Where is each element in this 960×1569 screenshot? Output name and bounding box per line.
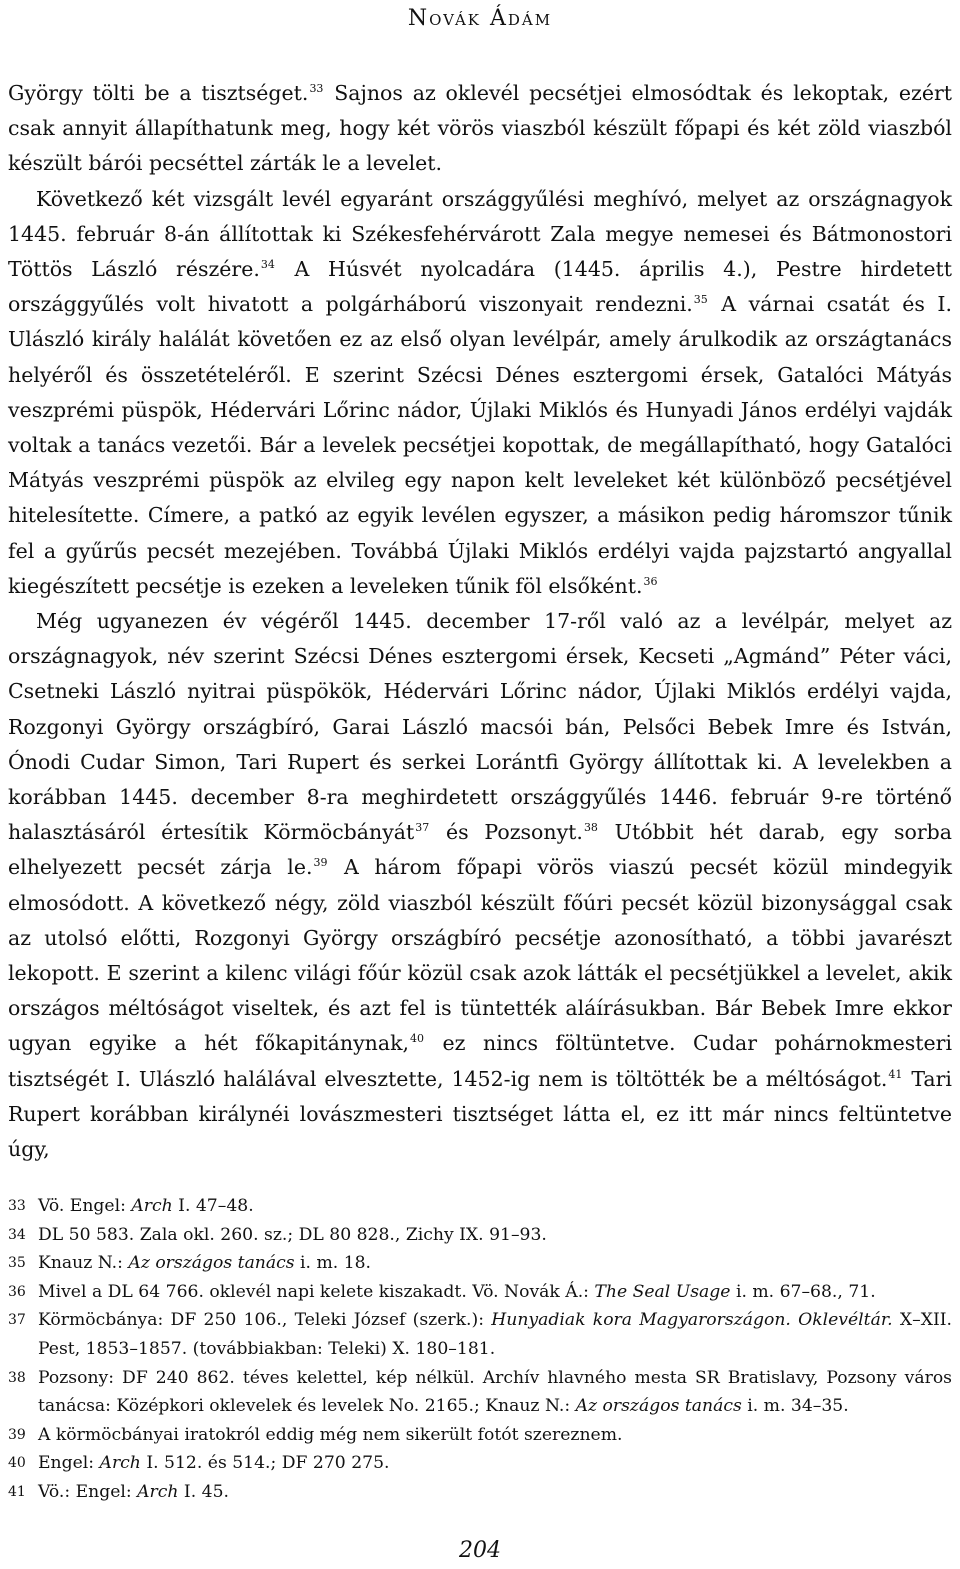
italic-text: Az országos tanács (575, 1396, 742, 1417)
text-run: Vö.: Engel: (38, 1481, 138, 1502)
text-run: X–XII. Pest, 1853–1857. (továbbiakban: Teleki) X. 180–181. (38, 1310, 952, 1359)
footnote (8, 1449, 952, 1478)
page-number: 204 (459, 1538, 501, 1563)
footnotes (8, 1192, 952, 1507)
footnote-text (38, 1278, 952, 1307)
footnote-ref: 34 (260, 258, 275, 272)
paragraph (8, 182, 952, 604)
text-run: i. m. 67–68., 71. (730, 1281, 876, 1302)
text-run: i. m. 18. (294, 1253, 372, 1274)
footnote (8, 1421, 952, 1450)
text-run: I. 45. (178, 1481, 229, 1502)
footnote-ref: 40 (410, 1032, 425, 1046)
text-run: Vö. Engel: (38, 1196, 132, 1216)
text-run: Knauz N.: (38, 1253, 129, 1274)
footnote-text (38, 1364, 952, 1421)
text-run: A Húsvét nyolcadára (1445. április 4.), Pestre hirdetett országgyűlés volt hivatott a polgárháború viszonyait rendezni. (8, 257, 953, 317)
footnote-number: 39 (8, 1426, 26, 1443)
text-run: A körmöcbányai iratokról eddig még nem sikerült fotót szereznem. (38, 1424, 623, 1445)
footnote-number: 36 (8, 1283, 26, 1300)
footnote (8, 1364, 952, 1421)
text-run: Következő két vizsgált levél egyaránt országgyűlési meghívó, melyet az országnagyok 1445. február 8-án állítottak ki Székesfehérvárott Zala megye nemesei és Bátmonostori Töttös László részére. (8, 186, 952, 282)
text-run: Körmöcbánya: DF 250 106., Teleki József (szerk.): (38, 1310, 492, 1331)
footnote-number: 38 (8, 1369, 26, 1386)
footnote (8, 1478, 952, 1507)
footnote-ref: 41 (888, 1067, 903, 1081)
footnote-ref: 37 (415, 821, 430, 835)
running-head: Novák Ádám (407, 6, 553, 31)
text-run: Sajnos az oklevél pecsétjei elmosódtak és lekoptak, ezért csak annyit állapíthatunk meg, hogy két vörös viaszból készült főpapi és két zöld viaszból készült bárói pecséttel zárták le a levelet. (8, 81, 953, 176)
footnote (8, 1306, 952, 1363)
text-run: ez nincs föltüntetve. Cudar pohárnokmesteri tisztségét I. Ulászló halálával elvesztette, 1452-ig nem is töltötték be a méltóságot. (8, 1031, 953, 1091)
footnote (8, 1278, 952, 1307)
body-text (8, 76, 952, 1167)
footnote (8, 1249, 952, 1278)
text-run: Mivel a DL 64 766. oklevél napi kelete kiszakadt. Vö. Novák Á.: (38, 1281, 595, 1302)
footnote-number: 37 (8, 1312, 26, 1329)
text-run: I. 47–48. (172, 1196, 254, 1216)
footnote (8, 1221, 952, 1250)
paragraph (8, 604, 952, 1167)
footnote-ref: 33 (309, 82, 324, 95)
footnote-text (38, 1421, 952, 1450)
italic-text: Arch (131, 1196, 173, 1216)
text-run: és Pozsonyt. (430, 820, 583, 845)
italic-text: Arch (137, 1481, 179, 1502)
footnote-text (38, 1221, 952, 1250)
footnote-number: 40 (8, 1455, 26, 1472)
text-run: i. m. 34–35. (741, 1396, 849, 1417)
footnote-ref: 35 (693, 293, 708, 307)
footnote-ref: 36 (643, 574, 658, 588)
italic-text: Az országos tanács (128, 1253, 295, 1274)
italic-text: The Seal Usage (594, 1281, 731, 1302)
footnote-text (38, 1192, 952, 1221)
text-run: Engel: (38, 1453, 100, 1474)
text-run: Még ugyanezen év végéről 1445. december 17-ről való az a levélpár, melyet az országnagyok, név szerint Szécsi Dénes esztergomi érsek, Kecseti „Agmánd” Péter váci, Csetneki László nyitrai püspökök, Hédervári Lőrinc nádor, Újlaki Miklós erdélyi vajda, Rozgonyi György országbíró, Garai László macsói bán, Pelsőci Bebek Imre és István, Ónodi Cudar Simon, Tari Rupert és serkei Lorántfi György állítottak ki. A levelekben a korábban 1445. december 8-ra meghirdetett országgyűlés 1446. február 9-re történő halasztásáról értesítik Körmöcbányát (8, 609, 952, 845)
footnote-number: 34 (8, 1226, 26, 1243)
footnote-ref: 38 (583, 821, 598, 835)
text-run: Pozsony: DF 240 862. téves kelettel, kép nélkül. Archív hlavného mesta SR Bratislavy, Pozsony város tanácsa: Középkori oklevelek és levelek No. 2165.; Knauz N.: (38, 1367, 952, 1417)
text-run: DL 50 583. Zala okl. 260. sz.; DL 80 828., Zichy IX. 91–93. (38, 1224, 547, 1245)
footnote-number: 41 (8, 1483, 26, 1500)
paragraph (8, 76, 952, 182)
text-run: György tölti be a tisztséget. (8, 81, 309, 105)
italic-text: Hunyadiak kora Magyarországon. Oklevéltár. (491, 1310, 893, 1331)
text-run: Utóbbit hét darab, egy sorba elhelyezett pecsét zárja le. (8, 820, 952, 880)
text-run: A várnai csatát és I. Ulászló király halálát követően ez az első olyan levélpár, amely árulkodik az országtanács helyéről és összetételéről. E szerint Szécsi Dénes esztergomi érsek, Gatalóci Mátyás veszprémi püspök, Hédervári Lőrinc nádor, Újlaki Miklós és Hunyadi János erdélyi vajdák voltak a tanács vezetői. Bár a levelek pecsétjei kopottak, de megállapítható, hogy Gatalóci Mátyás veszprémi püspök az elvileg egy napon kelt leveleket két különböző pecsétjével hitelesítette. Címere, a patkó az egyik levélen egyszer, a másikon pedig háromszor tűnik fel a gyűrűs pecsét mezejében. Továbbá Újlaki Miklós erdélyi vajda pajzstartó angyallal kiegészített pecsétje is ezeken a leveleken tűnik föl elsőként. (8, 292, 952, 598)
footnote-text (38, 1478, 952, 1507)
footnote-text (38, 1449, 952, 1478)
italic-text: Arch (99, 1453, 141, 1474)
footnote-ref: 39 (313, 856, 328, 870)
footnote-text (38, 1249, 952, 1278)
footnote-number: 35 (8, 1255, 26, 1272)
footnote-text (38, 1306, 952, 1363)
footnote-number: 33 (8, 1198, 26, 1214)
footnote (8, 1192, 952, 1221)
text-run: I. 512. és 514.; DF 270 275. (140, 1453, 390, 1474)
text-run: A három főpapi vörös viaszú pecsét közül mindegyik elmosódott. A következő négy, zöld viaszból készült főúri pecsét közül bizonysággal csak az utolsó előtti, Rozgonyi György országbíró pecsétje azonosítható, a többi javarészt lekopott. E szerint a kilenc világi főúr közül csak azok látták el pecsétjükkel a levelet, akik országos méltóságot viseltek, és azt fel is tüntették aláírásukban. Bár Bebek Imre ekkor ugyan egyike a hét főkapitánynak, (8, 855, 952, 1056)
text-run: Tari Rupert korábban királynéi lovászmesteri tisztséget látta el, ez itt már nincs feltüntetve úgy, (8, 1066, 952, 1162)
